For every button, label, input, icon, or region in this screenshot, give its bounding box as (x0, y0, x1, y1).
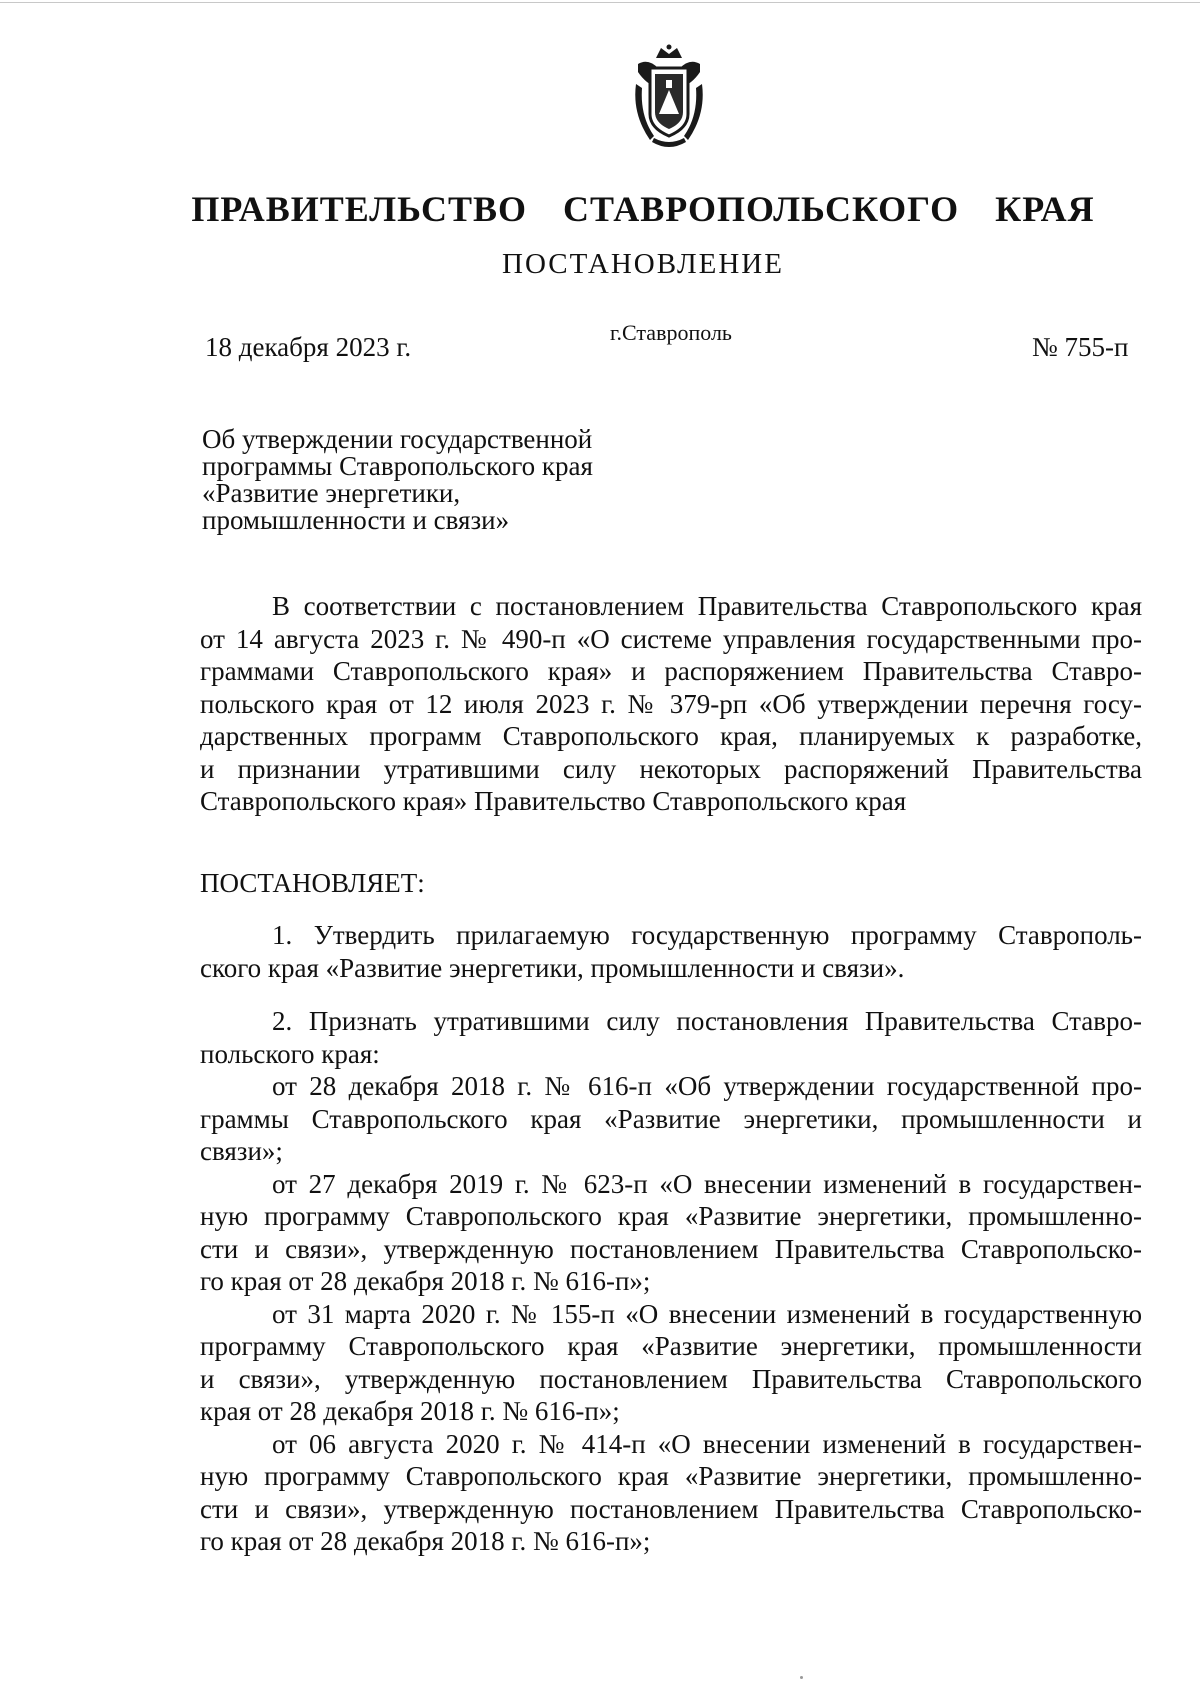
text-line: 1. Утвердить прилагаемую государственную программу Ставрополь- (272, 920, 1142, 950)
text-line: сти и связи», утвержденную постановлением Правительства Ставропольско- (200, 1233, 1142, 1264)
document-city: г.Ставрополь (610, 320, 732, 345)
document-number: № 755-п (1032, 332, 1129, 362)
subject-line: программы Ставропольского края (202, 451, 593, 481)
subject-line: Об утверждении государственной (202, 424, 593, 454)
text-line: граммы Ставропольского края «Развитие энергетики, промышленности и (200, 1103, 1142, 1134)
text-line: 2. Признать утратившими силу постановления Правительства Ставро- (272, 1006, 1142, 1036)
text-line: от 31 марта 2020 г. № 155-п «О внесении изменений в государственную (272, 1298, 1142, 1329)
text-line: связи»; (200, 1136, 283, 1166)
text-line: ную программу Ставропольского края «Развитие энергетики, промышленно- (200, 1201, 1142, 1231)
text-line: дарственных программ Ставропольского края, планируемых к разработке, (200, 721, 1142, 751)
text-line: и связи», утвержденную постановлением Правительства Ставропольского (200, 1363, 1142, 1394)
text-line: от 06 августа 2020 г. № 414-п «О внесении изменений в государствен- (272, 1428, 1142, 1459)
text-line: Ставропольского края» Правительство Ставропольского края (200, 786, 907, 816)
document-date: 18 декабря 2023 г. (205, 332, 412, 362)
resolves-heading: ПОСТАНОВЛЯЕТ: (200, 868, 425, 898)
document-type: ПОСТАНОВЛЕНИЕ (502, 248, 784, 280)
subject-line: «Развитие энергетики, (202, 478, 461, 508)
item-1-paragraph (200, 919, 1142, 984)
subject-line: промышленности и связи» (202, 505, 510, 535)
coat-of-arms-icon (628, 44, 710, 154)
text-line: польского края от 12 июля 2023 г. № 379-рп «Об утверждении перечня госу- (200, 688, 1142, 719)
text-line: го края от 28 декабря 2018 г. № 616-п»; (200, 1526, 651, 1556)
text-line: сти и связи», утвержденную постановлением Правительства Ставропольско- (200, 1493, 1142, 1524)
text-line: ского края «Развитие энергетики, промышленности и связи». (200, 952, 905, 983)
text-line: от 28 декабря 2018 г. № 616-п «Об утверждении государственной про- (272, 1071, 1142, 1101)
text-line: от 27 декабря 2019 г. № 623-п «О внесении изменений в государствен- (272, 1168, 1142, 1199)
text-line: польского края: (200, 1038, 380, 1069)
text-line: граммами Ставропольского края» и распоряжением Правительства Ставро- (200, 656, 1142, 686)
text-line: ную программу Ставропольского края «Развитие энергетики, промышленно- (200, 1461, 1142, 1491)
text-line: го края от 28 декабря 2018 г. № 616-п»; (200, 1266, 651, 1296)
text-line: программу Ставропольского края «Развитие энергетики, промышленности (200, 1331, 1142, 1361)
government-title: ПРАВИТЕЛЬСТВО СТАВРОПОЛЬСКОГО КРАЯ (191, 189, 1095, 229)
preamble-paragraph (200, 590, 1142, 818)
text-line: В соответствии с постановлением Правительства Ставропольского края (272, 591, 1142, 621)
text-line: и признании утратившими силу некоторых распоряжений Правительства (200, 753, 1142, 784)
scan-speck (800, 1676, 803, 1679)
item-2-paragraph (200, 1005, 1142, 1558)
document-subject (202, 426, 662, 534)
text-line: края от 28 декабря 2018 г. № 616-п»; (200, 1396, 620, 1426)
text-line: от 14 августа 2023 г. № 490-п «О системе управления государственными про- (200, 623, 1142, 654)
scan-edge-line (0, 2, 1200, 3)
